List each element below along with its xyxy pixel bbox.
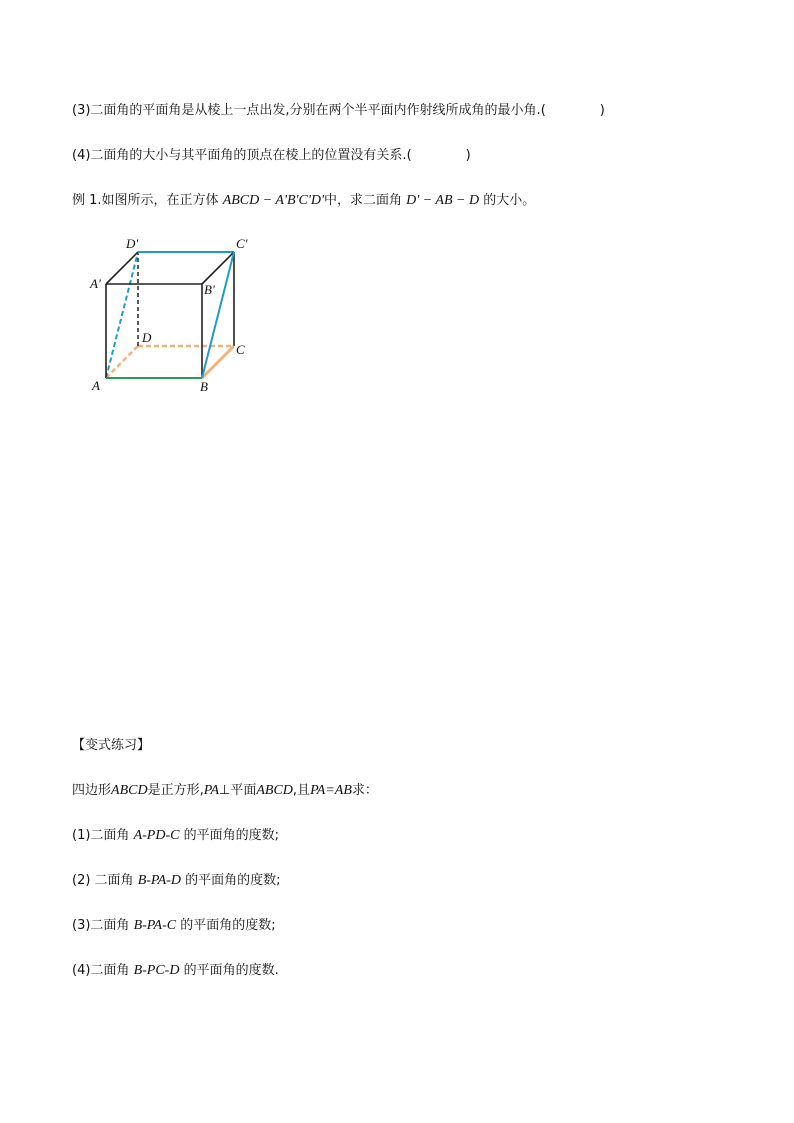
exercise-part-4 [72, 962, 279, 980]
intro-text: ⊥平面 [219, 783, 257, 798]
exercise-heading: 【变式练习】 [72, 738, 151, 753]
question-3-text: (3)二面角的平面角是从棱上一点出发,分别在两个半平面内作射线所成角的最小角. [72, 103, 541, 118]
part-text: 的平面角的度数; [185, 873, 281, 888]
label-Dp: D' [126, 236, 139, 251]
exercise-intro [72, 782, 378, 800]
intro-text: ,且 [292, 783, 311, 798]
label-Bp: B' [204, 282, 215, 297]
answer-paren-open: ( [406, 148, 412, 163]
intro-var: PA [203, 783, 220, 798]
part-var: B-PC-D [133, 963, 180, 978]
exercise-part-1 [72, 827, 279, 845]
intro-var: ABCD [111, 783, 148, 798]
label-D: D [142, 330, 152, 345]
label-Ap: A' [90, 276, 101, 291]
label-B: B [200, 379, 208, 394]
exercise-part-3 [72, 917, 276, 935]
part-var: A-PD-C [133, 828, 180, 843]
intro-var: PA=AB [310, 783, 352, 798]
question-3 [72, 102, 605, 120]
example-prefix: 例 1.如图所示，在正方体 [72, 193, 219, 208]
part-text: 的平面角的度数; [183, 828, 279, 843]
cube-figure [88, 232, 258, 394]
label-C: C [236, 342, 245, 357]
part-text: (4)二面角 [72, 963, 130, 978]
part-text: (3)二面角 [72, 918, 130, 933]
example-suffix: 的大小。 [483, 193, 536, 208]
label-Cp: C' [236, 236, 248, 251]
edge-A-Dp [106, 252, 138, 378]
intro-text: 是正方形, [147, 783, 204, 798]
answer-paren-open: ( [540, 103, 546, 118]
example-mid: 中，求二面角 [323, 193, 402, 208]
intro-text: 四边形 [72, 783, 112, 798]
intro-var: ABCD [256, 783, 293, 798]
part-text: 的平面角的度数. [183, 963, 279, 978]
answer-paren-close: ) [465, 148, 471, 163]
cube-name: ABCD − A'B'C'D' [222, 193, 324, 208]
part-text: (1)二面角 [72, 828, 130, 843]
question-4-text: (4)二面角的大小与其平面角的顶点在棱上的位置没有关系. [72, 148, 407, 163]
exercise-part-2 [72, 872, 281, 890]
question-4 [72, 147, 471, 165]
label-A: A [92, 378, 100, 393]
part-var: B-PA-C [133, 918, 177, 933]
example-1 [72, 192, 535, 210]
part-var: B-PA-D [137, 873, 181, 888]
dihedral-angle-name: D' − AB − D [406, 193, 480, 208]
intro-text: 求： [351, 783, 378, 798]
answer-paren-close: ) [599, 103, 605, 118]
part-text: (2) 二面角 [72, 873, 134, 888]
edge-B-Cp [202, 252, 234, 378]
cube-diagram [88, 232, 258, 394]
part-text: 的平面角的度数; [180, 918, 276, 933]
